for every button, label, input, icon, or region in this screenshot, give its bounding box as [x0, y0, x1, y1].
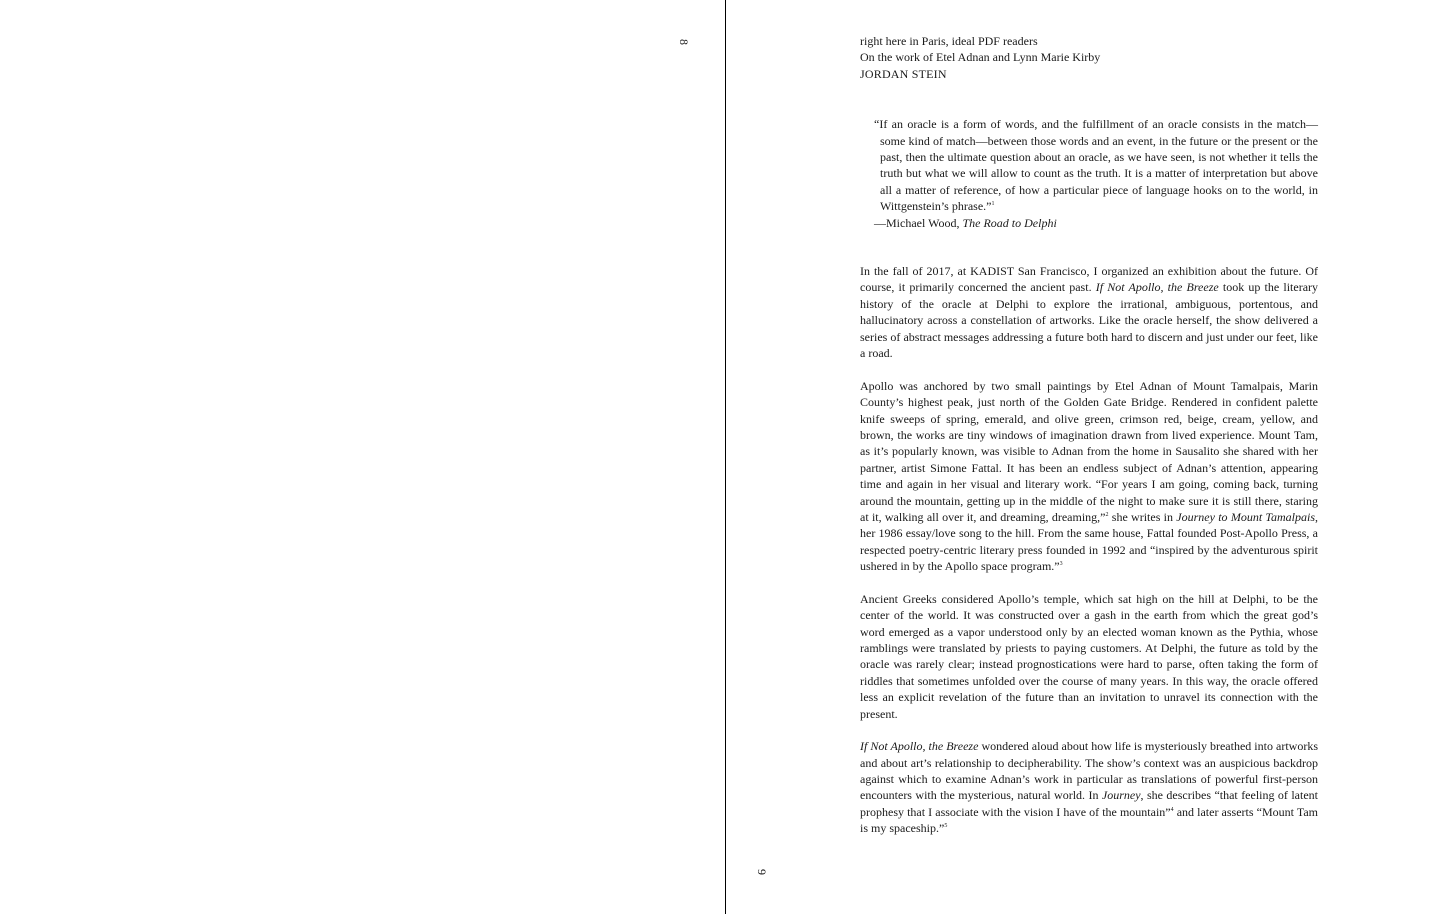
footnote-ref-1: 1: [991, 201, 995, 208]
paragraph-3: Ancient Greeks considered Apollo’s temple, which sat high on the hill at Delphi, to be the center of the world. It was constructed over a gash in the earth from which the great god’s word emerged as a vapor understood only by an elected woman known as the Pythia, whose ramblings were translated by priests to paying customers. At Delphi, the future as told by the oracle was rarely clear; instead prognostications were hard to parse, often taking the form of riddles that sometimes unfolded over the course of many years. In this way, the oracle offered less an explicit revelation of the future than an invitation to unravel its connection with the present.: [860, 591, 1318, 721]
paragraph-1-exhibition-title: If Not Apollo, the Breeze: [1095, 280, 1219, 295]
footnote-ref-5: 5: [944, 823, 948, 830]
left-page: [0, 0, 725, 914]
attribution-author: —Michael Wood,: [874, 215, 963, 230]
left-page-number: 8: [677, 39, 691, 45]
paragraph-2-text-b: she writes in: [1108, 509, 1177, 524]
paragraph-1-text-b: took up the literary history of the oracle at Delphi to explore the irrational, ambiguous, portentous, and hallucinatory across a constellation of artworks. Like the oracle herself, the show delivered a series of abstract messages addressing a future both hard to discern and just under our feet, like a road.: [860, 280, 1319, 361]
running-header-line-1: right here in Paris, ideal PDF readers: [860, 34, 1038, 48]
paragraph-4-text-a: wondered aloud about how life is mysteriously breathed into artworks and about art’s relationship to decipherability. The show’s context was an auspicious backdrop against which to examine Adnan’s work in particular as translations of powerful first-person encounters with the mysterious, natural world. In: [860, 739, 1318, 803]
attribution-title: The Road to Delphi: [962, 215, 1057, 230]
paragraph-2-text-a: Apollo was anchored by two small paintings by Etel Adnan of Mount Tamalpais, Marin County’s highest peak, just north of the Golden Gate Bridge. Rendered in confident palette knife sweeps of spring, emerald, and olive green, crimson red, beige, cream, yellow, and brown, the works are tiny windows of imagination drawn from lived experience. Mount Tam, as it’s popularly known, was visible to Adnan from the home in Sausalito she shared with her partner, artist Simone Fattal. It has been an endless subject of Adnan’s attention, appearing time and again in her visual and literary work. “For years I am going, coming back, turning around the mountain, getting up in the middle of the night to make sure it is still there, staring at it, walking all over it, and dreaming, dreaming,”: [860, 378, 1318, 524]
paragraph-2: [860, 378, 1318, 575]
epigraph-quote: [874, 116, 1318, 214]
paragraph-2-text-c: , her 1986 essay/love song to the hill. From the same house, Fattal founded Post-Apollo Press, a respected poetry-centric literary press founded in 1992 and “inspired by the adventurous spirit ushered in by the Apollo space program.”: [860, 509, 1319, 574]
footnote-ref-2: 2: [1105, 511, 1109, 518]
footnote-ref-3: 3: [1059, 561, 1063, 568]
paragraph-4-text-b: , she describes “that feeling of latent prophesy that I associate with the vision I have of the mountain”: [860, 788, 1318, 819]
paragraph-1-text-a: In the fall of 2017, at KADIST San Francisco, I organized an exhibition about the future. Of course, it primarily concerned the ancient past.: [860, 264, 1318, 295]
paragraph-4-text-c: and later asserts “Mount Tam is my spaceship.”: [860, 804, 1318, 836]
article-text-block: [860, 33, 1318, 853]
epigraph-quote-text: “If an oracle is a form of words, and the fulfillment of an oracle consists in the match—some kind of match—between those words and an event, in the future or the present or the past, then the ultimate question about an oracle, as we have seen, is not whether it tells the truth but what we will allow to count as the truth. It is a matter of interpretation but above all a matter of reference, of how a particular piece of language hooks on to the world, in Wittgenstein’s phrase.”: [874, 117, 1318, 214]
epigraph: [874, 116, 1318, 231]
right-page-number: 9: [755, 869, 769, 875]
paragraph-4-book-title: Journey: [1101, 788, 1141, 803]
article-subtitle: On the work of Etel Adnan and Lynn Marie Kirby: [860, 50, 1101, 65]
paragraph-4-exhibition-title: If Not Apollo, the Breeze: [860, 739, 979, 754]
epigraph-attribution: [874, 215, 1318, 231]
footnote-ref-4: 4: [1170, 806, 1174, 813]
article-body: [860, 263, 1318, 837]
paragraph-1: [860, 263, 1318, 361]
paragraph-4: [860, 738, 1318, 836]
paragraph-2-book-title: Journey to Mount Tamalpais: [1176, 509, 1316, 524]
article-author: JORDAN STEIN: [860, 66, 947, 81]
right-page: [726, 0, 1451, 914]
